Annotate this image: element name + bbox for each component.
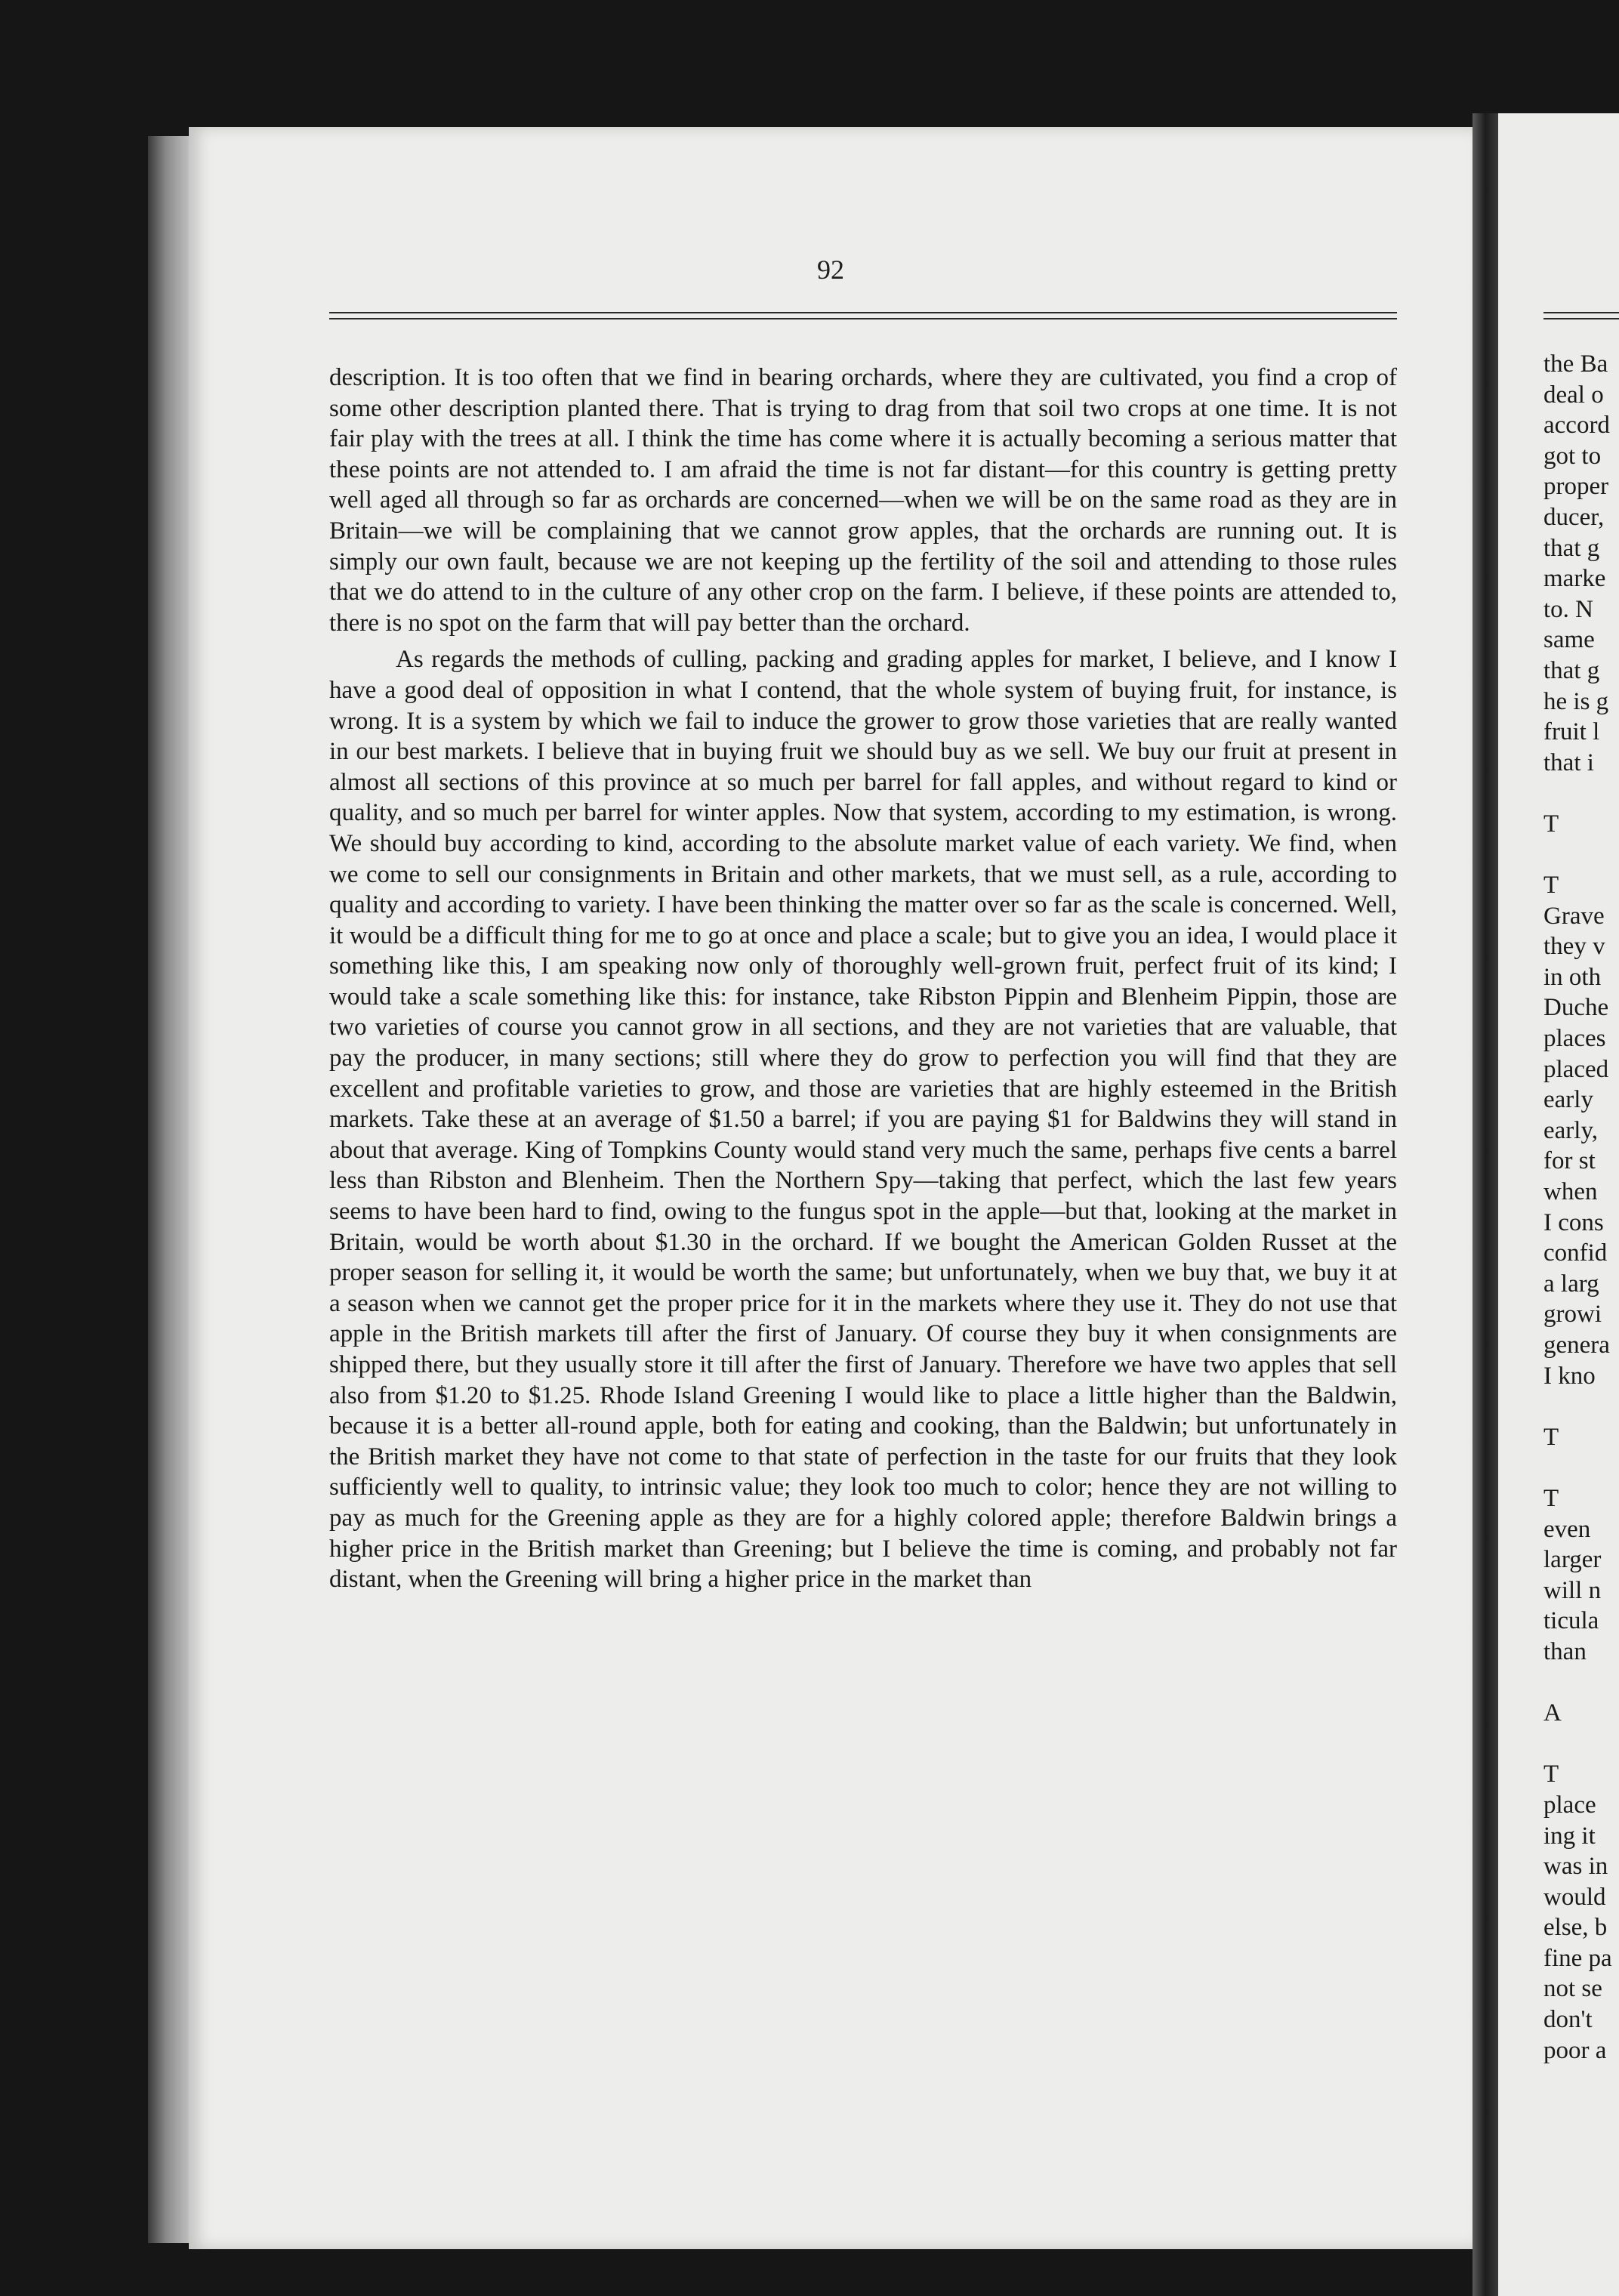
right-page-line: T <box>1543 1484 1559 1512</box>
right-page-line: deal o <box>1543 381 1604 409</box>
right-page-line: fruit l <box>1543 718 1600 746</box>
right-page-line: ticula <box>1543 1607 1599 1635</box>
right-page-text <box>1543 349 1619 2066</box>
right-page-line: poor a <box>1543 2036 1607 2064</box>
right-page-line: T <box>1543 1761 1559 1788</box>
right-page-line: that i <box>1543 748 1594 776</box>
right-page-line: T <box>1543 872 1559 900</box>
right-page-line: Grave <box>1543 902 1605 930</box>
right-page-line <box>1543 840 1619 871</box>
right-page-line: he is g <box>1543 687 1609 715</box>
right-page-line <box>1543 1391 1619 1422</box>
right-page-line: early <box>1543 1086 1593 1114</box>
right-page-line: T <box>1543 810 1559 838</box>
right-page-line: larger <box>1543 1546 1602 1574</box>
right-page-line: will n <box>1543 1576 1602 1604</box>
right-page-line: T <box>1543 1423 1559 1451</box>
right-page-line: I cons <box>1543 1208 1604 1236</box>
right-page-line <box>1543 1452 1619 1483</box>
header-rule-top <box>329 312 1397 313</box>
right-page-line: don't <box>1543 2006 1593 2034</box>
right-page-line: fine pa <box>1543 1944 1612 1972</box>
left-page <box>189 127 1473 2249</box>
right-page-line: place <box>1543 1791 1596 1819</box>
right-page-line: than <box>1543 1637 1587 1665</box>
right-page-line: A <box>1543 1699 1562 1727</box>
right-page-line: confid <box>1543 1239 1608 1267</box>
page-block-edge <box>148 136 193 2243</box>
right-page-line <box>1543 1729 1619 1760</box>
right-page-line: genera <box>1543 1332 1610 1359</box>
right-page-line: else, b <box>1543 1914 1608 1942</box>
right-header-rule-bottom <box>1543 318 1619 319</box>
header-rule-bottom <box>329 318 1397 319</box>
right-page-line: in oth <box>1543 963 1602 991</box>
right-page-line: growi <box>1543 1301 1602 1329</box>
right-page-partial <box>1498 113 1619 2296</box>
right-page-line: a larg <box>1543 1270 1599 1298</box>
right-page-line: marke <box>1543 565 1606 593</box>
right-page-line: that g <box>1543 656 1600 684</box>
book-gutter <box>1473 113 1498 2296</box>
right-page-line: they v <box>1543 933 1605 961</box>
right-page-line: early, <box>1543 1116 1599 1144</box>
right-page-line: for st <box>1543 1147 1596 1175</box>
right-page-line <box>1543 1668 1619 1699</box>
right-page-line: was in <box>1543 1853 1608 1881</box>
right-page-line: that g <box>1543 534 1600 562</box>
paragraph-1: description. It is too often that we find in bearing orchards, where they are cultivated, you find a crop of some other description planted there. That is trying to drag from that soil two crops at one time. It is not fair play with the trees at all. I think the time has come where it is actually becoming a serious matter that these points are not attended to. I am afraid the time is not far distant—for this country is getting pretty well aged all through so far as orchards are concerned—when we will be on the same road as they are in Britain—we will be complaining that we cannot grow apples, that the orchards are running out. It is simply our own fault, because we are not keeping up the fertility of the soil and attending to those rules that we do attend to in the culture of any other crop on the farm. I believe, if these points are attended to, there is no spot on the farm that will pay better than the orchard. <box>329 364 1397 637</box>
right-page-line: Duche <box>1543 994 1609 1022</box>
paragraph-2: As regards the methods of culling, packing and grading apples for market, I believe, and I know I have a good deal of opposition in what I contend, that the whole system of buying fruit, for instance, is wrong. It is a system by which we fail to induce the grower to grow those varieties that are really wanted in our best markets. I believe that in buying fruit we should buy as we sell. We buy our fruit at present in almost all sections of this province at so much per barrel for fall apples, and without regard to kind or quality, and so much per barrel for winter apples. Now that system, according to my estimation, is wrong. We should buy according to kind, according to the absolute market value of each variety. We find, when we come to sell our consignments in Britain and other markets, that we must sell, as a rule, according to quality and according to variety. I have been thinking the matter over so far as the scale is concerned. Well, it would be a difficult thing for me to go at once and place a scale; but to give you an idea, I would place it something like this, I am speaking now only of thoroughly well-grown fruit, perfect fruit of its kind; I would take a scale something like this: for instance, take Ribston Pippin and Blenheim Pippin, those are two varieties of course you cannot grow in all sections, and they are not varieties that are valuable, that pay the producer, in many sections; still where they do grow to perfection you will find that they are excellent and profitable varieties to grow, and those are varieties that are highly esteemed in the British markets. Take these at an average of $1.50 a barrel; if you are paying $1 for Baldwins they will stand in about that average. King of Tompkins County would stand very much the same, perhaps five cents a barrel less than Ribston and Blenheim. Then the Northern Spy—taking that perfect, which the last few years seems to have been hard to find, owing to the fungus spot in the apple—but that, looking at the market in Britain, would be worth about $1.30 in the orchard. If we bought the American Golden Russet at the proper season for selling it, it would be worth the same; but unfortunately, when we buy that, we buy it at a season when we cannot get the proper price for it in the markets where they use it. They do not use that apple in the British markets till after the first of January. Of course they buy it when consignments are shipped there, but they usually store it till after the first of January. Therefore we have two apples that sell also from $1.20 to $1.25. Rhode Island Greening I would like to place a little higher than the Baldwin, because it is a better all-round apple, both for eating and cooking, than the Baldwin; but unfortunately in the British market they have not come to that state of perfection in the taste for our fruits that they look sufficiently well to quality, to intrinsic value; they look too much to color; hence they are not willing to pay as much for the Greening apple as they are for a highly colored apple; therefore Baldwin brings a higher price in the British market than Greening; but I believe the time is coming, and probably not far distant, when the Greening will bring a higher price in the market than <box>329 646 1397 1594</box>
right-page-line: not se <box>1543 1975 1602 2003</box>
right-page-line: the Ba <box>1543 350 1608 378</box>
right-page-line: places <box>1543 1025 1606 1053</box>
right-page-line: to. N <box>1543 595 1593 623</box>
page-number: 92 <box>817 255 844 285</box>
right-page-line: proper <box>1543 473 1609 501</box>
right-page-line: placed <box>1543 1055 1609 1083</box>
body-text <box>329 363 1397 1595</box>
right-page-line: I kno <box>1543 1362 1596 1390</box>
right-page-line <box>1543 778 1619 809</box>
right-page-line: ducer, <box>1543 503 1605 531</box>
right-page-line: ing it <box>1543 1822 1596 1850</box>
right-page-line: accord <box>1543 412 1610 440</box>
right-page-line: when <box>1543 1178 1598 1206</box>
right-page-line: got to <box>1543 442 1602 470</box>
right-header-rule-top <box>1543 312 1619 313</box>
right-page-line: would <box>1543 1883 1606 1911</box>
right-page-line: same <box>1543 626 1595 654</box>
right-page-line: even <box>1543 1515 1591 1543</box>
